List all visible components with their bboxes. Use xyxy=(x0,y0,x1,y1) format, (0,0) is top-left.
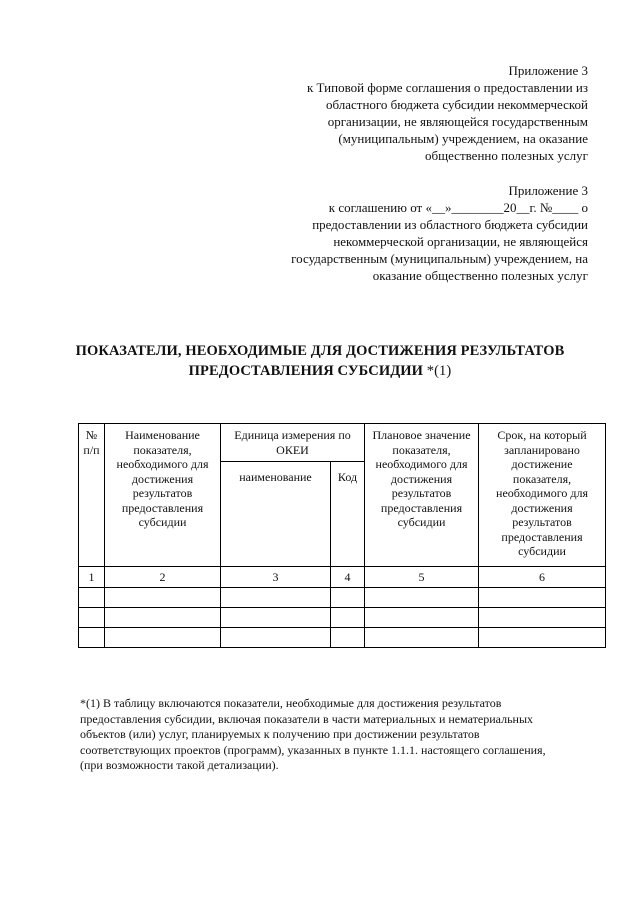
column-number: 5 xyxy=(365,567,479,588)
table-cell[interactable] xyxy=(365,608,479,628)
table-cell[interactable] xyxy=(105,608,221,628)
title-line-2 xyxy=(0,361,640,381)
footnote-line: *(1) В таблицу включаются показатели, необходимые для достижения результатов xyxy=(80,696,502,710)
column-number: 1 xyxy=(79,567,105,588)
header-unit: Единица измерения по ОКЕИ xyxy=(221,424,365,462)
header-num: № п/п xyxy=(79,424,105,567)
table-cell[interactable] xyxy=(105,588,221,608)
table-cell[interactable] xyxy=(221,608,331,628)
header-unit-name: наименование xyxy=(221,462,331,567)
table-cell[interactable] xyxy=(79,628,105,648)
appendix-line: к Типовой форме соглашения о предоставлении из xyxy=(306,80,588,95)
table-cell[interactable] xyxy=(331,588,365,608)
table-cell[interactable] xyxy=(105,628,221,648)
appendix-line: предоставлении из областного бюджета субсидии xyxy=(312,217,588,232)
appendix-line: организации, не являющейся государственным xyxy=(327,114,588,129)
appendix-reference-1 xyxy=(228,62,588,164)
column-number: 4 xyxy=(331,567,365,588)
footnote-line: (при возможности такой детализации). xyxy=(80,758,279,773)
table-cell[interactable] xyxy=(79,588,105,608)
table-row xyxy=(79,628,606,648)
header-plan-value: Плановое значение показателя, необходимого для достижения результатов предоставления субсидии xyxy=(365,424,479,567)
table-cell[interactable] xyxy=(79,608,105,628)
table-cell[interactable] xyxy=(331,628,365,648)
table-cell[interactable] xyxy=(331,608,365,628)
table-cell[interactable] xyxy=(221,588,331,608)
title-line-1: ПОКАЗАТЕЛИ, НЕОБХОДИМЫЕ ДЛЯ ДОСТИЖЕНИЯ РЕЗУЛЬТАТОВ xyxy=(75,343,565,359)
appendix-line: государственным (муниципальным) учреждением, на xyxy=(291,251,588,266)
appendix-line: Приложение 3 xyxy=(508,183,588,198)
title-line-2-text: ПРЕДОСТАВЛЕНИЯ СУБСИДИИ xyxy=(188,363,424,379)
appendix-line: некоммерческой организации, не являющейся xyxy=(333,234,588,249)
table-header-row xyxy=(79,424,606,462)
appendix-line: к соглашению от «__»________20__г. №____ о xyxy=(328,200,588,215)
table-cell[interactable] xyxy=(221,628,331,648)
table-cell[interactable] xyxy=(479,588,606,608)
indicators-table xyxy=(78,423,606,648)
column-number: 6 xyxy=(479,567,606,588)
footnote-line: объектов (или) услуг, планируемых к получению при достижении результатов xyxy=(80,727,480,742)
table-cell[interactable] xyxy=(365,588,479,608)
table-row xyxy=(79,608,606,628)
appendix-line: общественно полезных услуг xyxy=(424,148,588,163)
title-footnote-ref: *(1) xyxy=(426,363,452,379)
column-number: 3 xyxy=(221,567,331,588)
footnote xyxy=(80,696,580,774)
footnote-line: предоставления субсидии, включая показатели в части материальных и нематериальных xyxy=(80,711,534,726)
header-indicator-name: Наименование показателя, необходимого для достижения результатов предоставления субсидии xyxy=(105,424,221,567)
table-cell[interactable] xyxy=(365,628,479,648)
document-title xyxy=(0,341,640,381)
appendix-line: областного бюджета субсидии некоммерческой xyxy=(325,97,588,112)
column-number: 2 xyxy=(105,567,221,588)
table-cell[interactable] xyxy=(479,608,606,628)
appendix-reference-2 xyxy=(228,182,588,284)
table-row xyxy=(79,588,606,608)
appendix-line: Приложение 3 xyxy=(508,63,588,78)
table-cell[interactable] xyxy=(479,628,606,648)
header-unit-code: Код xyxy=(331,462,365,567)
header-deadline: Срок, на который запланировано достижение показателя, необходимого для достижения результатов предоставления субсидии xyxy=(479,424,606,567)
table-number-row xyxy=(79,567,606,588)
appendix-line: оказание общественно полезных услуг xyxy=(372,268,588,283)
appendix-line: (муниципальным) учреждением, на оказание xyxy=(338,131,588,146)
footnote-line: соответствующих проектов (программ), указанных в пункте 1.1.1. настоящего соглашения, xyxy=(80,742,546,757)
